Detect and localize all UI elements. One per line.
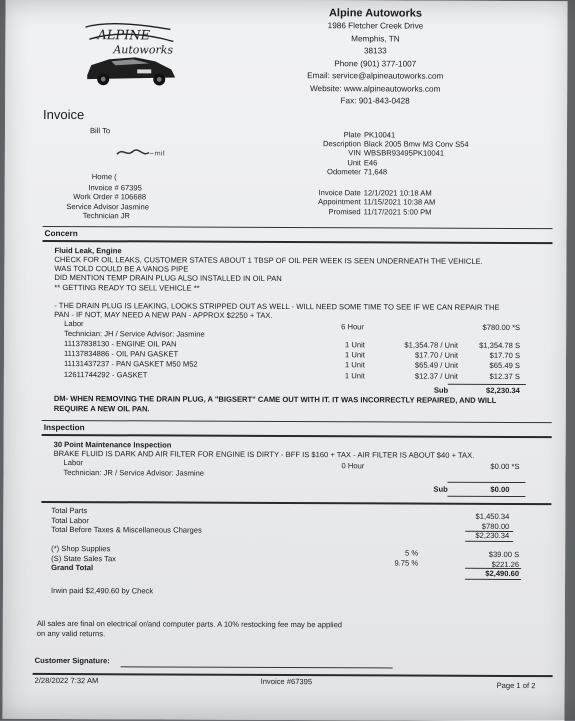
total-labor-label: Total Labor <box>51 515 89 525</box>
concern-job-title: Fluid Leak, Engine <box>54 245 122 256</box>
labor-qty: 6 Hour <box>341 322 364 332</box>
terms-line: All sales are final on electrical or/and computer parts. A 10% restocking fee may be applied <box>36 618 343 630</box>
inspection-tech-line: Technician: JR / Service Advisor: Jasmine <box>63 468 205 478</box>
promised-value: 11/17/2021 5:00 PM <box>363 206 432 217</box>
part-desc: 11137838130 - ENGINE OIL PAN <box>64 339 177 349</box>
terms-line: on any valid returns. <box>36 628 106 638</box>
before-tax-label: Total Before Taxes & Miscellaneous Charges <box>51 525 202 535</box>
divider <box>465 531 513 532</box>
customer-name-redacted <box>115 145 165 159</box>
state-tax-label: (S) State Sales Tax <box>51 553 117 563</box>
labor-label: Labor <box>64 319 84 329</box>
signature-line <box>121 666 393 668</box>
company-address: 1986 Fletcher Creek Drive <box>327 21 424 31</box>
divider <box>43 240 553 244</box>
concern-description <box>54 255 500 321</box>
description-value: Black 2005 Bmw M3 Conv S54 <box>363 139 469 150</box>
promised-label: Promised <box>328 206 361 216</box>
technician-value: JR <box>120 211 130 221</box>
technician-label: Technician <box>82 211 119 221</box>
concern-line: CHECK FOR OIL LEAKS, CUSTOMER STATES ABOUT 1 TBSP OF OIL PER WEEK IS SEEN UNDERNEATH THE VEHICLE. <box>54 254 483 266</box>
grand-total-value: $2,490.60 <box>485 569 520 579</box>
svg-text:Autoworks: Autoworks <box>113 43 174 57</box>
concern-line: ** GETTING READY TO SELL VEHICLE ** <box>54 282 200 293</box>
service-advisor-value: Jasmine <box>120 201 149 211</box>
part-qty: 1 Unit <box>345 350 365 360</box>
part-qty: 1 Unit <box>345 340 365 350</box>
footer-page: Page 1 of 2 <box>496 680 536 691</box>
part-total: $12.37 S <box>489 371 520 381</box>
unit-value: E46 <box>363 157 378 168</box>
part-unit-price: $1,354.78 / Unit <box>404 340 459 350</box>
doc-title: Invoice <box>43 106 85 123</box>
part-unit-price: $12.37 / Unit <box>414 371 458 381</box>
unit-label: Unit <box>347 157 361 167</box>
inspection-labor-amount: $0.00 *S <box>490 461 520 472</box>
divider <box>465 579 521 580</box>
divider <box>42 434 552 438</box>
note-line: DM- WHEN REMOVING THE DRAIN PLUG, A "BIGSERT" CAME OUT WITH IT. IT WAS INCORRECTLY REPAIRED, AND WILL <box>53 393 497 405</box>
state-tax-pct: 9.75 % <box>394 558 419 568</box>
part-desc: 12611744292 - GASKET <box>63 369 148 380</box>
customer-home: Home ( <box>91 172 117 182</box>
work-order-label: Work Order # <box>73 192 119 202</box>
inspection-labor-qty: 0 Hour <box>341 461 365 471</box>
concern-line: DID MENTION TEMP DRAIN PLUG ALSO INSTALLED IN OIL PAN <box>54 273 282 284</box>
concern-note <box>54 394 497 415</box>
concern-sub-label: Sub <box>433 385 449 395</box>
inspection-sub-label: Sub <box>433 484 448 494</box>
grand-total-label: Grand Total <box>51 563 94 573</box>
invoice-date-value: 12/1/2021 10:18 AM <box>363 188 432 198</box>
total-parts-value: $1,450.34 <box>475 511 510 521</box>
divider <box>465 541 513 542</box>
labor-tech-line: Technician: JH / Service Advisor: Jasmine <box>64 329 205 339</box>
before-tax-value: $2,230.34 <box>475 531 510 541</box>
company-website: Website: www.alpineautoworks.com <box>309 83 441 94</box>
footer-invoice: Invoice #67395 <box>260 676 313 687</box>
divider <box>42 420 552 423</box>
company-city: Memphis, TN <box>351 33 400 43</box>
state-tax-value: $221.26 <box>491 559 520 569</box>
inspection-job-title: 30 Point Maintenance Inspection <box>53 439 172 450</box>
description-label: Description <box>322 139 361 149</box>
concern-sub-value: $2,230.34 <box>486 385 520 396</box>
inspection-description: BRAKE FLUID IS DARK AND AIR FILTER FOR ENGINE IS DIRTY - BFF IS $160 + TAX - AIR FILTER IS ABOUT $40 + TAX. <box>53 448 475 460</box>
total-parts-label: Total Parts <box>51 505 88 516</box>
work-order-value: 106688 <box>120 192 147 202</box>
vin-value: WBSBR93495PK10041 <box>363 148 445 159</box>
part-desc: 11131437237 - PAN GASKET M50 M52 <box>63 359 198 370</box>
total-labor-value: $780.00 <box>481 521 510 531</box>
labor-amount: $780.00 *S <box>482 322 521 333</box>
service-advisor-label: Service Advisor <box>66 201 119 211</box>
shop-supplies-label: (*) Shop Supplies <box>51 543 111 554</box>
paid-line: Irwin paid $2,490.60 by Check <box>50 585 154 596</box>
divider <box>447 496 525 497</box>
invoice-number-value: 67395 <box>120 183 142 193</box>
concern-line: WAS TOLD COULD BE A VANOS PIPE <box>54 264 189 274</box>
inspection-labor-label: Labor <box>63 458 84 468</box>
part-qty: 1 Unit <box>344 360 365 370</box>
company-zip: 38133 <box>363 46 387 56</box>
plate-label: Plate <box>343 130 362 140</box>
company-name: Alpine Autoworks <box>328 7 423 20</box>
svg-text:ALPINE: ALPINE <box>97 28 151 44</box>
company-phone: Phone (901) 377-1007 <box>334 58 417 69</box>
part-qty: 1 Unit <box>344 370 365 380</box>
inspection-sub-value: $0.00 <box>490 484 510 494</box>
vin-label: VIN <box>348 148 361 158</box>
inspection-section-title: Inspection <box>43 422 85 433</box>
appointment-value: 11/15/2021 10:38 AM <box>363 197 436 207</box>
part-total: $1,354.78 S <box>479 340 521 351</box>
bill-to-label: Bill To <box>89 126 111 136</box>
footer-timestamp: 2/28/2022 7:32 AM <box>34 675 99 686</box>
part-total: $17.70 S <box>489 351 521 361</box>
customer-scribble: ~mill <box>148 149 165 158</box>
odometer-label: Odometer <box>327 166 361 177</box>
concern-line: PAN - IF NOT, MAY NEED A NEW PAN - APPROX $2250 + TAX. <box>54 310 273 320</box>
concern-line: - THE DRAIN PLUG IS LEAKING, LOOKS STRIPPED OUT AS WELL - WILL NEED SOME TIME TO SEE IF WE CAN REPAIR THE <box>54 300 500 312</box>
company-email: Email: service@alpineautoworks.com <box>307 71 444 81</box>
note-line: REQUIRE A NEW OIL PAN. <box>53 403 150 413</box>
part-desc: 11137834886 - OIL PAN GASKET <box>64 349 179 359</box>
divider <box>41 501 551 505</box>
invoice-date-label: Invoice Date <box>318 188 361 198</box>
appointment-label: Appointment <box>318 197 361 207</box>
invoice-number-label: Invoice # <box>88 183 119 193</box>
part-total: $65.49 S <box>489 361 520 371</box>
company-logo <box>75 19 185 89</box>
concern-section-title: Concern <box>44 228 78 239</box>
signature-label: Customer Signature: <box>34 655 110 666</box>
divider <box>447 482 525 483</box>
company-fax: Fax: 901-843-0428 <box>340 96 410 106</box>
shop-supplies-value: $39.00 S <box>488 549 520 560</box>
invoice-paper <box>2 0 567 721</box>
divider <box>43 226 553 229</box>
part-unit-price: $65.49 / Unit <box>414 360 458 371</box>
part-unit-price: $17.70 / Unit <box>414 350 459 360</box>
plate-value: PK10041 <box>363 130 396 140</box>
odometer-value: 71,648 <box>363 167 388 177</box>
shop-supplies-pct: 5 % <box>405 548 419 558</box>
